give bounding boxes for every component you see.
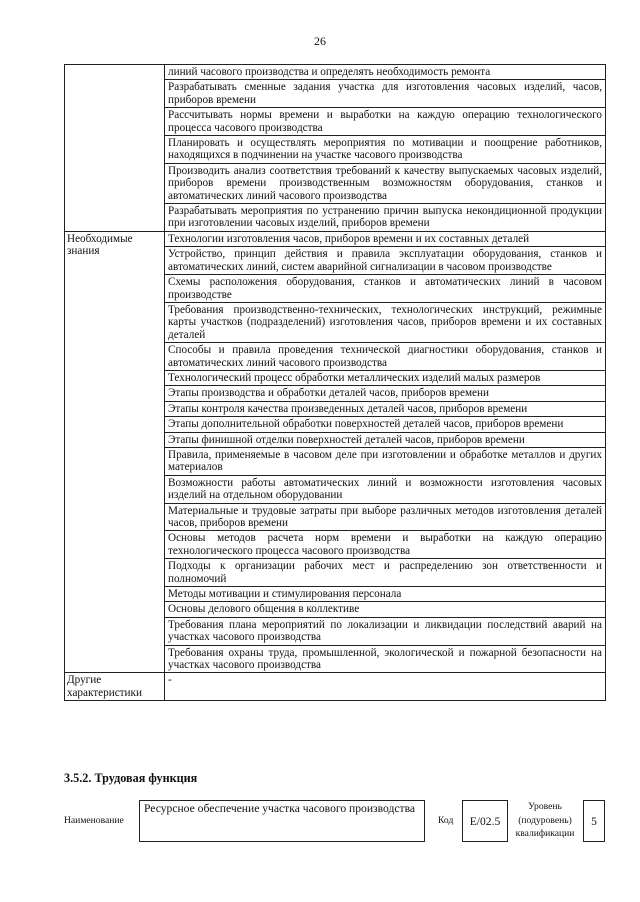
requirement-item: Технологический процесс обработки металлических изделий малых размеров	[165, 370, 606, 385]
requirement-item: Технологии изготовления часов, приборов времени и их составных деталей	[165, 231, 606, 246]
requirement-item: Разрабатывать сменные задания участка для изготовления часовых изделий, часов, приборов времени	[165, 80, 606, 108]
requirement-item: Требования плана мероприятий по локализации и ликвидации последствий аварий на участках часового производства	[165, 617, 606, 645]
requirement-item: линий часового производства и определять необходимость ремонта	[165, 65, 606, 80]
page-number: 26	[314, 34, 326, 48]
requirement-item: Материальные и трудовые затраты при выборе различных методов изготовления деталей часов, приборов времени	[165, 503, 606, 531]
requirement-item: Требования производственно-технических, технологических инструкций, режимные карты участков (подразделений) изготовления часов, приборов времени и их составных деталей	[165, 302, 606, 342]
requirement-item: Этапы контроля качества произведенных деталей часов, приборов времени	[165, 401, 606, 416]
requirement-item: Основы методов расчета норм времени и выработки на каждую операцию технологического процесса часового производства	[165, 531, 606, 559]
requirement-item: Методы мотивации и стимулирования персонала	[165, 587, 606, 602]
requirements-table	[64, 64, 606, 701]
requirement-item: Этапы финишной отделки поверхностей деталей часов, приборов времени	[165, 432, 606, 447]
requirement-item: Планировать и осуществлять мероприятия по мотивации и поощрение работников, находящихся в подчинении на участке часового производства	[165, 136, 606, 164]
section-heading: 3.5.2. Трудовая функция	[64, 771, 198, 785]
requirement-item: Этапы дополнительной обработки поверхностей деталей часов, приборов времени	[165, 417, 606, 432]
requirement-item: Этапы производства и обработки деталей часов, приборов времени	[165, 386, 606, 401]
qualification-level-value: 5	[583, 800, 605, 842]
requirement-item: Рассчитывать нормы времени и выработки на каждую операцию технологического процесса часового производства	[165, 108, 606, 136]
table-row	[65, 673, 606, 701]
row-category-label	[65, 65, 165, 232]
table-row	[65, 231, 606, 246]
function-code-value: E/02.5	[462, 800, 508, 842]
requirement-item: Возможности работы автоматических линий и возможности изготовления часовых изделий на отдельном оборудовании	[165, 475, 606, 503]
requirement-item: Подходы к организации рабочих мест и распределению зон ответственности и полномочий	[165, 559, 606, 587]
row-category-label: Другие характеристики	[65, 673, 165, 701]
requirement-item: Требования охраны труда, промышленной, экологической и пожарной безопасности на участках часового производства	[165, 645, 606, 673]
requirement-item: Схемы расположения оборудования, станков и автоматических линий в часовом производстве	[165, 275, 606, 303]
requirement-item: Способы и правила проведения технической диагностики оборудования, станков и автоматических линий часового производства	[165, 343, 606, 371]
name-label: Наименование	[64, 815, 124, 826]
requirement-item: Производить анализ соответствия требований к качеству выпускаемых часовых изделий, приборов времени производственным возможностям оборудования, станков и автоматических линий часового производства	[165, 163, 606, 203]
requirement-item: Разрабатывать мероприятия по устранению причин выпуска некондиционной продукции при изготовлении часовых изделий, приборов времени	[165, 204, 606, 232]
level-label: Уровень (подуровень) квалификации	[515, 801, 575, 839]
requirements-table-body	[65, 65, 606, 701]
requirement-item: Основы делового общения в коллективе	[165, 602, 606, 617]
function-name-value: Ресурсное обеспечение участка часового производства	[139, 800, 425, 842]
requirement-item: Правила, применяемые в часовом деле при изготовлении и обработке металлов и других материалов	[165, 447, 606, 475]
requirement-item: Устройство, принцип действия и правила эксплуатации оборудования, станков и автоматических линий, систем аварийной сигнализации в часовом производстве	[165, 247, 606, 275]
requirement-item: -	[165, 673, 606, 701]
labor-function-row	[64, 798, 624, 858]
code-label: Код	[438, 815, 454, 826]
table-row	[65, 65, 606, 80]
row-category-label: Необходимые знания	[65, 231, 165, 673]
